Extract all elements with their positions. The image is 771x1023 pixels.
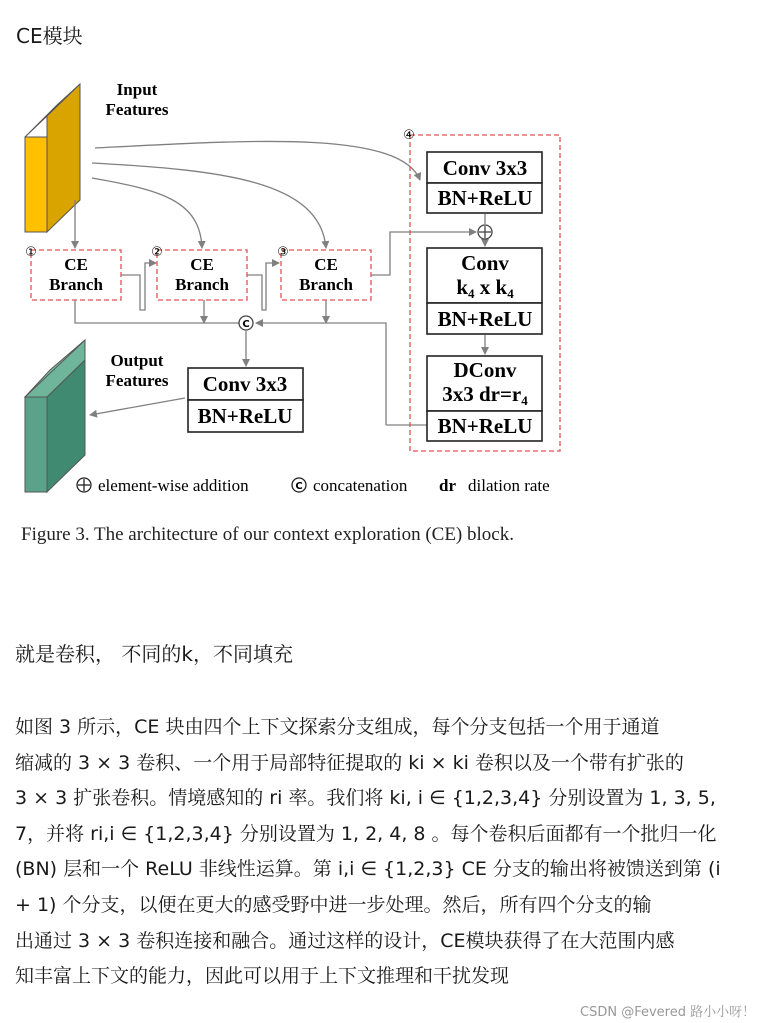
legend-concat-icon-label: C — [295, 481, 303, 492]
ce-branch-3-line1: CE — [314, 255, 338, 274]
paragraph-line-4: 7，并将 ri,i ∈ {1,2,3,4} 分别设置为 1, 2, 4, 8 。每个卷积后面都有一个批归一化 — [15, 822, 717, 845]
input-label-line1: Input — [116, 80, 158, 99]
paragraph-line-1: 如图 3 所示，CE 块由四个上下文探索分支组成，每个分支包括一个用于通道 — [15, 716, 660, 738]
ce-branch-2 — [157, 250, 247, 300]
output-label-line2: Features — [105, 371, 169, 390]
branch4-bn-relu-label-1: BN+ReLU — [437, 186, 533, 210]
concatenation-node-label: C — [242, 319, 250, 330]
conv3x3-block-branch4 — [427, 152, 542, 213]
branch-number-2: ② — [151, 245, 163, 260]
paragraph-line-8: 知丰富上下文的能力，因此可以用于上下文推理和干扰发现 — [15, 965, 510, 988]
conv-k-line1: Conv — [461, 251, 509, 275]
legend-add-text: element-wise addition — [98, 476, 249, 495]
branch-numbers — [25, 128, 415, 260]
output-conv-block — [188, 368, 303, 432]
legend — [77, 476, 550, 495]
legend-dr-text: dilation rate — [468, 476, 550, 495]
conv-k-block — [427, 248, 542, 334]
ce-branch-1-line2: Branch — [49, 275, 103, 294]
paragraph-line-7: 出通过 3 × 3 卷积连接和融合。通过这样的设计，CE模块获得了在大范围内感 — [15, 929, 675, 952]
branch-number-1: ① — [25, 245, 37, 260]
output-bn-relu-label: BN+ReLU — [197, 404, 293, 428]
paragraph-line-2: 缩减的 3 × 3 卷积、一个用于局部特征提取的 ki × ki 卷积以及一个带有扩张的 — [15, 751, 684, 774]
dconv-block — [427, 356, 542, 441]
ce-block-diagram — [0, 70, 771, 510]
dconv-line1: DConv — [453, 358, 517, 382]
paragraph-line-3: 3 × 3 扩张卷积。情境感知的 ri 率。我们将 ki, i ∈ {1,2,3,4} 分别设置为 1, 3, 5, — [15, 787, 716, 810]
figure-caption: Figure 3. The architecture of our context exploration (CE) block. — [21, 524, 514, 545]
legend-concat-text: concatenation — [313, 476, 408, 495]
summary-line: 就是卷积， 不同的k，不同填充 — [15, 642, 293, 666]
branch-number-3: ③ — [277, 245, 289, 260]
ce-branch-1-line1: CE — [64, 255, 88, 274]
ce-branch-1 — [31, 250, 121, 300]
conv-k-line2: k4 x k4 — [456, 275, 514, 301]
dconv-line2: 3x3 dr=r4 — [442, 382, 528, 408]
branch4-bn-relu-label-3: BN+ReLU — [437, 414, 533, 438]
output-label-line1: Output — [110, 351, 164, 370]
legend-dr-abbrev: dr — [439, 476, 456, 495]
branch4-conv3x3-label: Conv 3x3 — [442, 156, 528, 180]
output-features-block — [25, 340, 85, 492]
output-conv3x3-label: Conv 3x3 — [202, 372, 288, 396]
watermark: CSDN @Fevered 路小小呀！ — [580, 1005, 756, 1020]
ce-branch-3 — [281, 250, 371, 300]
description-paragraph — [15, 710, 757, 995]
page-heading: CE模块 — [16, 24, 83, 48]
input-features-block — [25, 84, 80, 232]
ce-branch-2-line1: CE — [190, 255, 214, 274]
input-label-line2: Features — [105, 100, 169, 119]
branch4-bn-relu-label-2: BN+ReLU — [437, 307, 533, 331]
ce-branch-2-line2: Branch — [175, 275, 229, 294]
paragraph-line-6: + 1) 个分支，以便在更大的感受野中进一步处理。然后，所有四个分支的输 — [15, 893, 652, 916]
branch-number-4: ④ — [403, 128, 415, 143]
paragraph-line-5: (BN) 层和一个 ReLU 非线性运算。第 i,i ∈ {1,2,3} CE 分支的输出将被馈送到第 (i — [15, 858, 721, 881]
ce-branch-3-line2: Branch — [299, 275, 353, 294]
